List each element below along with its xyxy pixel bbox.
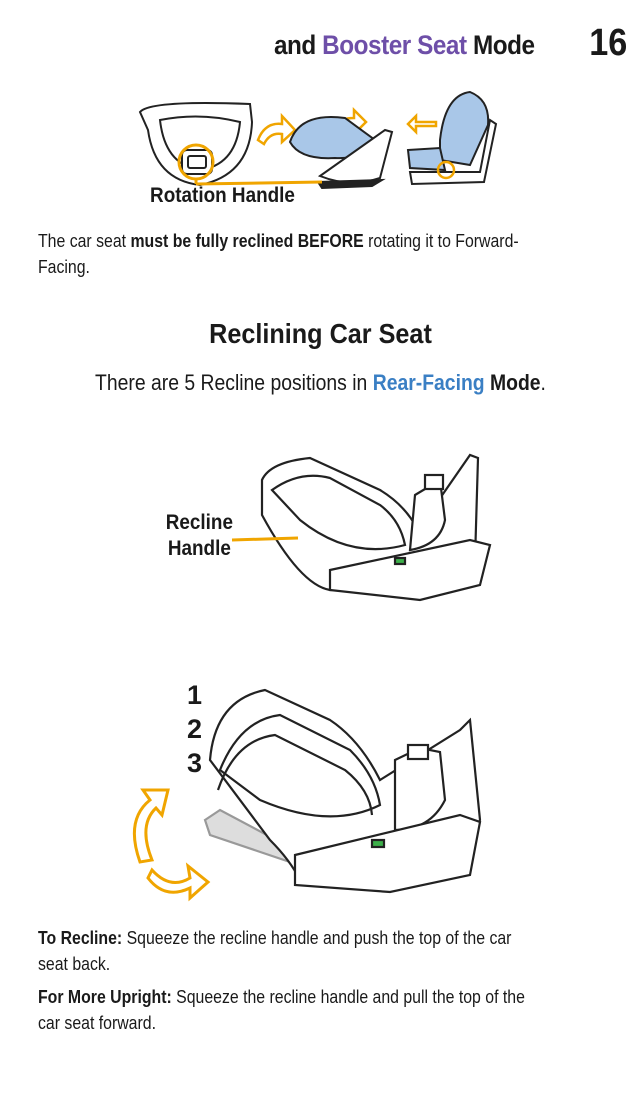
page-number: 16 xyxy=(588,22,627,64)
recline-forward-arrow-icon xyxy=(148,866,208,898)
recline-instruction: To Recline: Squeeze the recline handle and push the top of the car seat back. xyxy=(38,928,512,974)
upright-instruction: For More Upright: Squeeze the recline handle and pull the top of the car seat forward. xyxy=(38,987,525,1033)
recline-handle-label: Recline Handle xyxy=(165,511,233,560)
page-header-title: and Booster Seat Mode xyxy=(274,30,535,60)
position-number: 2 xyxy=(187,714,203,744)
position-number: 3 xyxy=(187,748,203,778)
rotation-handle-label: Rotation Handle xyxy=(150,184,295,207)
recline-positions-illustration xyxy=(205,690,480,892)
booster-seat-highlight: Booster Seat xyxy=(322,30,468,60)
rotating-seat-illustration xyxy=(290,117,392,188)
position-number: 1 xyxy=(187,680,203,710)
push-arrow-icon xyxy=(408,116,436,132)
rotate-arrow-icon xyxy=(258,116,295,144)
section-title: Reclining Car Seat xyxy=(209,318,432,349)
recline-back-arrow-icon xyxy=(134,790,168,862)
recline-seat-illustration xyxy=(262,455,490,600)
recline-handle-pointer xyxy=(232,538,298,540)
reclined-seat-illustration xyxy=(408,92,496,184)
recline-position-numbers xyxy=(187,678,202,780)
recline-positions-subtitle: There are 5 Recline positions in Rear-Facing Mode. xyxy=(95,370,546,395)
rotation-note: The car seat must be fully reclined BEFORE rotating it to Forward-Facing. xyxy=(38,231,519,277)
